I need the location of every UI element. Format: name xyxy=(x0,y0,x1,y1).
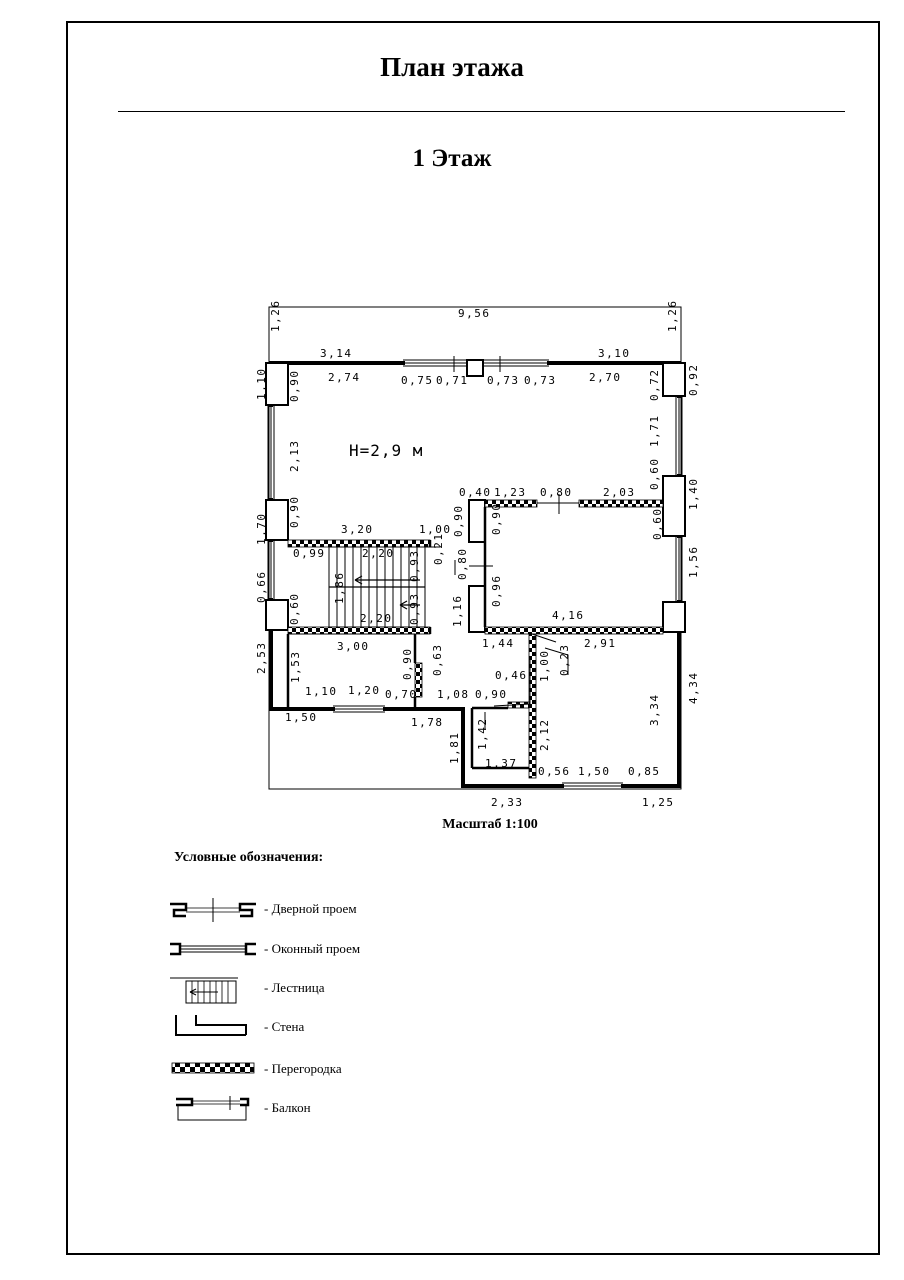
dim-top-win1: 0,75 xyxy=(401,374,434,387)
dim-low-21: 1,50 xyxy=(578,765,611,778)
dim-top-win2: 0,71 xyxy=(436,374,469,387)
dim-low-7: 0,23 xyxy=(558,643,571,676)
dim-left-3: 2,13 xyxy=(288,439,301,472)
dim-mid-9: 1,16 xyxy=(451,594,464,627)
dim-low-19: 1,37 xyxy=(485,757,518,770)
dim-top-win4: 0,73 xyxy=(524,374,557,387)
dim-top-right-wall: 3,10 xyxy=(598,347,631,360)
legend-item-partition xyxy=(170,1057,490,1083)
legend-title: Условные обозначения: xyxy=(174,850,324,865)
dim-low-13: 0,90 xyxy=(475,688,508,701)
dim-left-4: 0,90 xyxy=(288,495,301,528)
dim-right-1: 0,92 xyxy=(687,363,700,396)
dim-low-2: 1,44 xyxy=(482,637,515,650)
dim-stair-4: 1,86 xyxy=(333,571,346,604)
dim-right-8: 4,34 xyxy=(687,671,700,704)
legend-label-balcony: - Балкон xyxy=(264,1100,311,1115)
dim-low-12: 1,08 xyxy=(437,688,470,701)
dim-low-1: 3,00 xyxy=(337,640,370,653)
dim-low-9: 1,10 xyxy=(305,685,338,698)
dim-left-7: 0,66 xyxy=(255,570,268,603)
dim-mid-3: 0,80 xyxy=(540,486,573,499)
dim-bottom-1: 2,33 xyxy=(491,796,524,809)
dim-mid-2: 1,23 xyxy=(494,486,527,499)
dim-low-3: 2,91 xyxy=(584,637,617,650)
dim-top-left-offset: 1,26 xyxy=(269,299,282,332)
stairs-symbol-icon xyxy=(170,976,260,1006)
dim-right-3: 1,71 xyxy=(648,414,661,447)
dim-top-win3: 0,73 xyxy=(487,374,520,387)
dim-right-4: 0,60 xyxy=(648,457,661,490)
windows xyxy=(268,356,682,789)
legend-item-window xyxy=(170,937,490,963)
dim-stair-8: 2,20 xyxy=(360,612,393,625)
dim-mid-5: 0,90 xyxy=(452,504,465,537)
legend-item-door xyxy=(170,897,490,923)
window-symbol-icon xyxy=(170,937,260,963)
dim-stair-1: 3,20 xyxy=(341,523,374,536)
dim-low-8: 0,46 xyxy=(495,669,528,682)
dim-top-left-wall: 3,14 xyxy=(320,347,353,360)
dim-right-7: 1,56 xyxy=(687,545,700,578)
legend-item-stairs xyxy=(170,976,490,1002)
dim-mid-8: 0,96 xyxy=(490,574,503,607)
dim-low-16: 1,42 xyxy=(476,717,489,750)
dim-right-9: 3,34 xyxy=(648,693,661,726)
dim-low-11: 0,70 xyxy=(385,688,418,701)
wall-symbol-icon xyxy=(170,1015,260,1041)
legend-label-stairs: - Лестница xyxy=(264,980,325,995)
dim-low-17: 2,12 xyxy=(538,718,551,751)
dim-left-8: 0,60 xyxy=(288,592,301,625)
dim-left-10: 1,53 xyxy=(289,650,302,683)
dim-right-6: 0,60 xyxy=(651,507,664,540)
legend-label-wall: - Стена xyxy=(264,1019,305,1034)
dim-low-14: 1,50 xyxy=(285,711,318,724)
dim-top-left-inner: 2,74 xyxy=(328,371,361,384)
dim-left-5: 1,70 xyxy=(255,512,268,545)
dim-low-5: 0,63 xyxy=(431,643,444,676)
dim-low-20: 0,56 xyxy=(538,765,571,778)
dim-left-6: 0,99 xyxy=(293,547,326,560)
dim-stair-5: 0,93 xyxy=(408,549,421,582)
legend-item-balcony xyxy=(170,1096,490,1122)
dim-left-1: 1,10 xyxy=(255,367,268,400)
dim-stair-7: 0,93 xyxy=(408,592,421,625)
dim-low-18: 1,81 xyxy=(448,731,461,764)
legend-label-window: - Оконный проем xyxy=(264,941,361,956)
dim-top-total: 9,56 xyxy=(458,307,491,320)
dim-low-4: 0,90 xyxy=(401,647,414,680)
dim-low-22: 0,85 xyxy=(628,765,661,778)
dim-stair-6: 0,21 xyxy=(432,532,445,565)
dim-top-right-offset: 1,26 xyxy=(666,299,679,332)
dim-mid-6: 0,90 xyxy=(490,502,503,535)
balcony-symbol-icon xyxy=(170,1096,260,1126)
dim-bottom-2: 1,25 xyxy=(642,796,675,809)
dim-right-5: 1,40 xyxy=(687,477,700,510)
partition-symbol-icon xyxy=(170,1057,260,1083)
dim-left-9: 2,53 xyxy=(255,641,268,674)
dim-left-2: 0,90 xyxy=(288,369,301,402)
floor-label: 1 Этаж xyxy=(412,145,492,172)
dim-stair-2: 1,00 xyxy=(419,523,452,536)
dim-mid-4: 2,03 xyxy=(603,486,636,499)
dim-stair-3: 2,20 xyxy=(362,547,395,560)
legend-item-wall xyxy=(170,1015,490,1041)
page-title: План этажа xyxy=(380,52,524,82)
dim-mid-10: 4,16 xyxy=(552,609,585,622)
ceiling-height-label: H=2,9 м xyxy=(349,441,424,460)
dim-right-2: 0,72 xyxy=(648,368,661,401)
dim-mid-7: 0,80 xyxy=(456,547,469,580)
dim-mid-1: 0,40 xyxy=(459,486,492,499)
dim-low-10: 1,20 xyxy=(348,684,381,697)
legend-label-partition: - Перегородка xyxy=(264,1061,342,1076)
legend-label-door: - Дверной проем xyxy=(264,901,357,916)
scale-label: Масштаб 1:100 xyxy=(442,817,538,832)
dim-low-15: 1,78 xyxy=(411,716,444,729)
dim-low-6: 1,00 xyxy=(538,649,551,682)
dim-top-right-inner: 2,70 xyxy=(589,371,622,384)
door-symbol-icon xyxy=(170,897,260,923)
